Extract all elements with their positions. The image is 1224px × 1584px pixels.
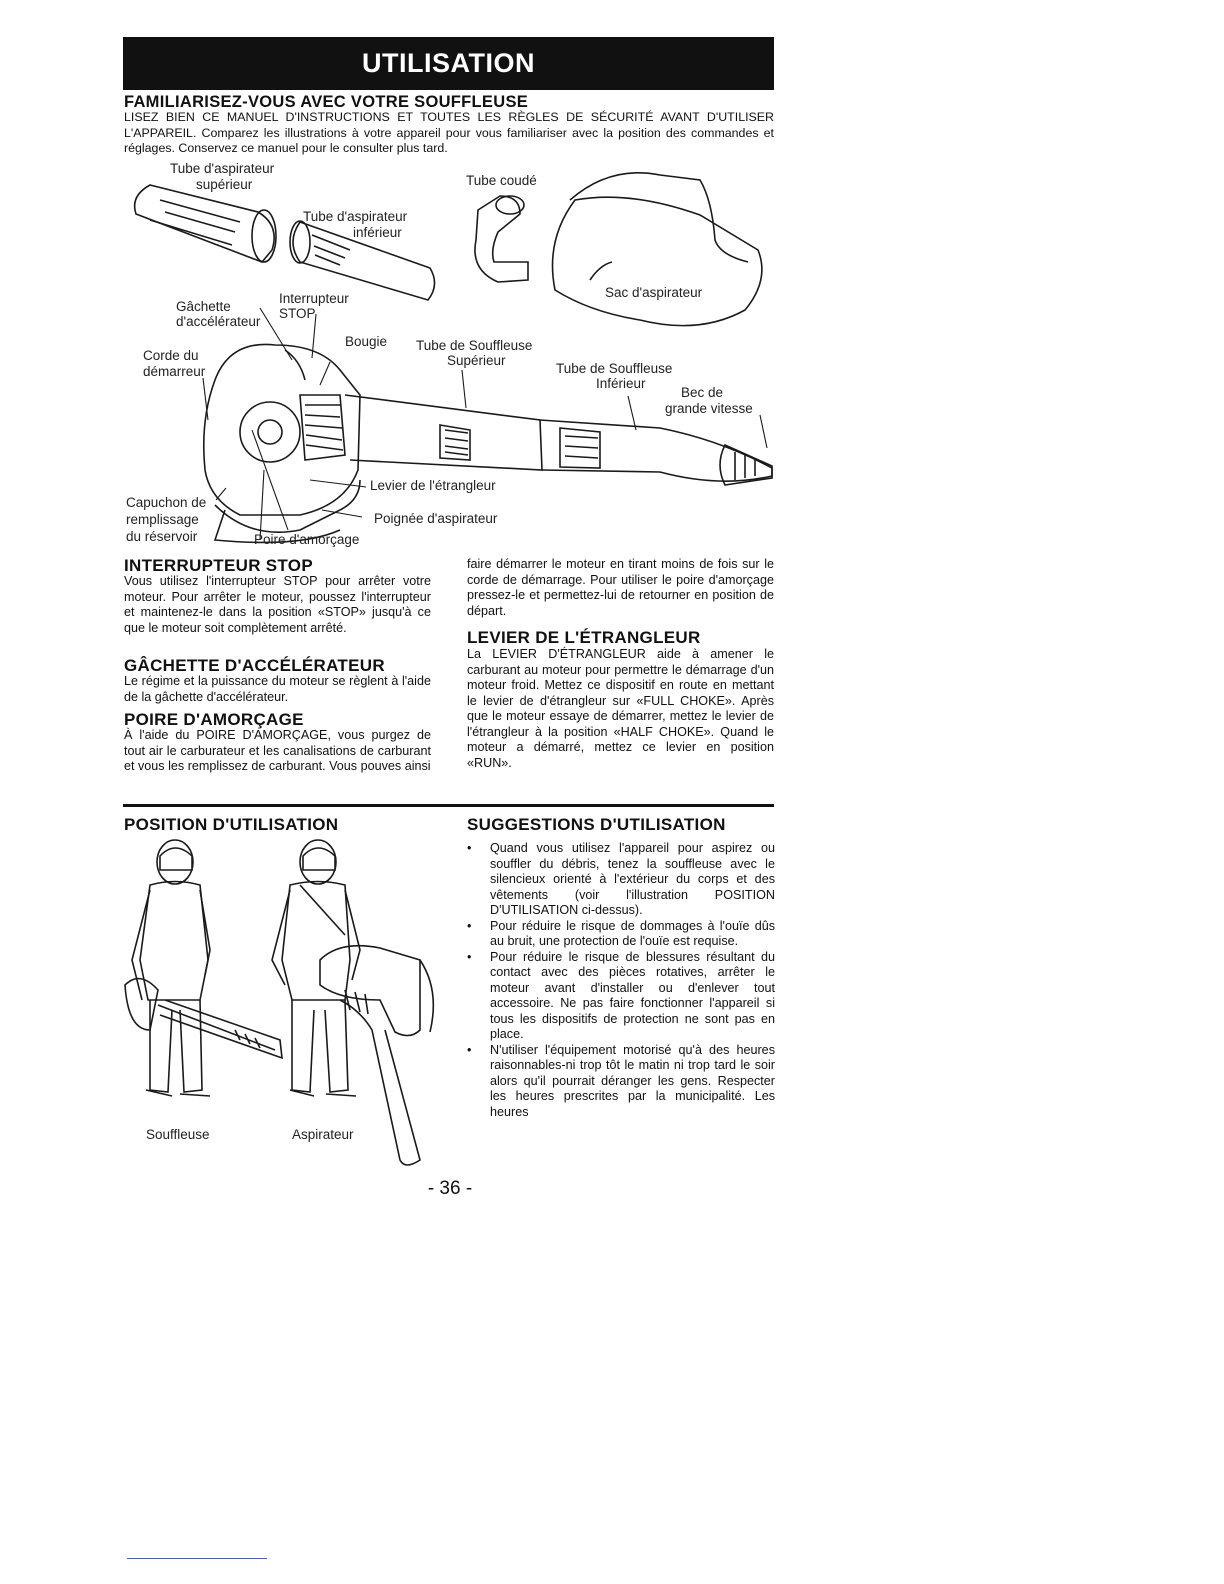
suggestion-text: Pour réduire le risque de dommages à l'ouïe dûs au bruit, une protection de l'ouïe est requise. bbox=[490, 918, 775, 948]
familiarize-text: LISEZ BIEN CE MANUEL D'INSTRUCTIONS ET TOUTES LES RÈGLES DE SÉCURITÉ AVANT D'UTILISER L'APPAREIL. Comparez les illustrations à votre appareil pour vous familiariser avec la position des commandes et réglages. Conservez ce manuel pour le consulter plus tard. bbox=[124, 110, 774, 155]
footer-line bbox=[127, 1558, 267, 1559]
throttle-heading: GÂCHETTE D'ACCÉLÉRATEUR bbox=[124, 656, 385, 675]
bullet-icon: • bbox=[467, 1042, 472, 1057]
label-upper-blower-tube-2: Supérieur bbox=[447, 353, 506, 368]
label-upper-vacuum-tube-2: supérieur bbox=[196, 177, 253, 192]
familiarize-heading: FAMILIARISEZ-VOUS AVEC VOTRE SOUFFLEUSE bbox=[124, 93, 529, 111]
label-nozzle-1: Bec de bbox=[681, 385, 724, 400]
blower-operator-drawing bbox=[125, 840, 282, 1096]
label-lower-blower-tube-1: Tube de Souffleuse bbox=[556, 361, 673, 376]
suggestion-text: Pour réduire le risque de blessures résultant du contact avec des pièces rotatives, arrêter le moteur avant d'installer ou d'enlever tout accessoire. Ne pas faire fonctionner l'appareil si tous les dispositifs de protection ne sont pas en place. bbox=[490, 949, 775, 1041]
label-spark-plug: Bougie bbox=[345, 334, 388, 349]
label-upper-vacuum-tube-1: Tube d'aspirateur bbox=[170, 161, 275, 176]
suggestion-text: N'utiliser l'équipement motorisé qu'à des heures raisonnables-ni trop tôt le matin ni trop tard le soir alors qu'il pourrait déranger les gens. Respecter les heures prescrites par la municipalité. Les heures bbox=[490, 1042, 775, 1119]
suggestion-text: Quand vous utilisez l'appareil pour aspirez ou souffler du débris, tenez la souffleuse avec le silencieux orienté à l'extérieur du corps et des vêtements (voir l'illustration POSITION D'UTILISATION ci-dessus). bbox=[490, 841, 775, 917]
label-stop-switch-1: Interrupteur bbox=[279, 291, 349, 306]
label-nozzle-2: grande vitesse bbox=[665, 401, 753, 416]
label-stop-switch-2: STOP bbox=[279, 306, 316, 321]
bullet-icon: • bbox=[467, 841, 472, 855]
suggestion-item bbox=[467, 841, 775, 919]
label-fuel-cap-1: Capuchon de bbox=[126, 495, 207, 510]
choke-heading: LEVIER DE L'ÉTRANGLEUR bbox=[467, 628, 701, 647]
label-fuel-cap-2: remplissage bbox=[126, 512, 199, 527]
label-lower-vacuum-tube-1: Tube d'aspirateur bbox=[303, 209, 408, 224]
label-choke-lever: Levier de l'étrangleur bbox=[370, 478, 496, 493]
label-upper-blower-tube-1: Tube de Souffleuse bbox=[416, 338, 533, 353]
primer-text-left: À l'aide du POIRE D'AMORÇAGE, vous purgez de tout air le carburateur et les canalisations de carburant et vous les remplissez de carburant. Vous pouves ainsi bbox=[124, 728, 431, 773]
label-vacuum-bag: Sac d'aspirateur bbox=[605, 285, 703, 300]
stop-switch-heading: INTERRUPTEUR STOP bbox=[124, 556, 313, 575]
suggestion-item bbox=[467, 919, 775, 950]
banner-title: UTILISATION bbox=[362, 48, 535, 78]
suggestions-heading: SUGGESTIONS D'UTILISATION bbox=[467, 815, 726, 834]
label-throttle-2: d'accélérateur bbox=[176, 314, 261, 329]
primer-text-right: faire démarrer le moteur en tirant moins de fois sur le corde de démarrage. Pour utiliser le poire d'amorçage pressez-le et permettez-lui de retourner en position de départ. bbox=[467, 557, 774, 618]
operating-position-heading: POSITION D'UTILISATION bbox=[124, 815, 339, 834]
bullet-icon: • bbox=[467, 949, 472, 964]
stop-switch-text: Vous utilisez l'interrupteur STOP pour arrêter votre moteur. Pour arrêter le moteur, poussez l'interrupteur et maintenez-le dans la position «STOP» jusqu'à ce que le moteur soit complètement arrêté. bbox=[124, 574, 431, 635]
label-lower-blower-tube-2: Inférieur bbox=[596, 376, 646, 391]
suggestion-item bbox=[467, 950, 775, 1043]
throttle-text: Le régime et la puissance du moteur se règlent à l'aide de la gâchette d'accélérateur. bbox=[124, 674, 431, 704]
primer-heading: POIRE D'AMORÇAGE bbox=[124, 710, 304, 729]
label-vacuum-handle: Poignée d'aspirateur bbox=[374, 511, 498, 526]
suggestions-list bbox=[467, 841, 775, 1120]
label-vacuum: Aspirateur bbox=[292, 1127, 354, 1142]
vacuum-operator-drawing bbox=[272, 840, 433, 1165]
page-number: - 36 - bbox=[427, 1178, 473, 1199]
label-starter-rope-2: démarreur bbox=[143, 364, 206, 379]
label-starter-rope-1: Corde du bbox=[143, 348, 199, 363]
suggestion-item bbox=[467, 1043, 775, 1121]
label-elbow-tube: Tube coudé bbox=[466, 173, 537, 188]
bullet-icon: • bbox=[467, 918, 472, 933]
label-lower-vacuum-tube-2: inférieur bbox=[353, 225, 402, 240]
label-fuel-cap-3: du réservoir bbox=[126, 529, 198, 544]
label-blower: Souffleuse bbox=[146, 1127, 210, 1142]
choke-text: La LEVIER D'ÉTRANGLEUR aide à amener le carburant au moteur pour permettre le démarrage d'un moteur froid. Mettez ce dispositif en route en mettant le levier de d'étrangleur sur «FULL CHOKE». Après que le moteur essaye de démarrer, mettez le levier de l'étrangleur à la position «HALF CHOKE». Quand le moteur a démarré, mettez ce levier en position «RUN». bbox=[467, 647, 774, 770]
label-throttle-1: Gâchette bbox=[176, 299, 231, 314]
label-primer-bulb: Poire d'amorçage bbox=[254, 532, 360, 547]
